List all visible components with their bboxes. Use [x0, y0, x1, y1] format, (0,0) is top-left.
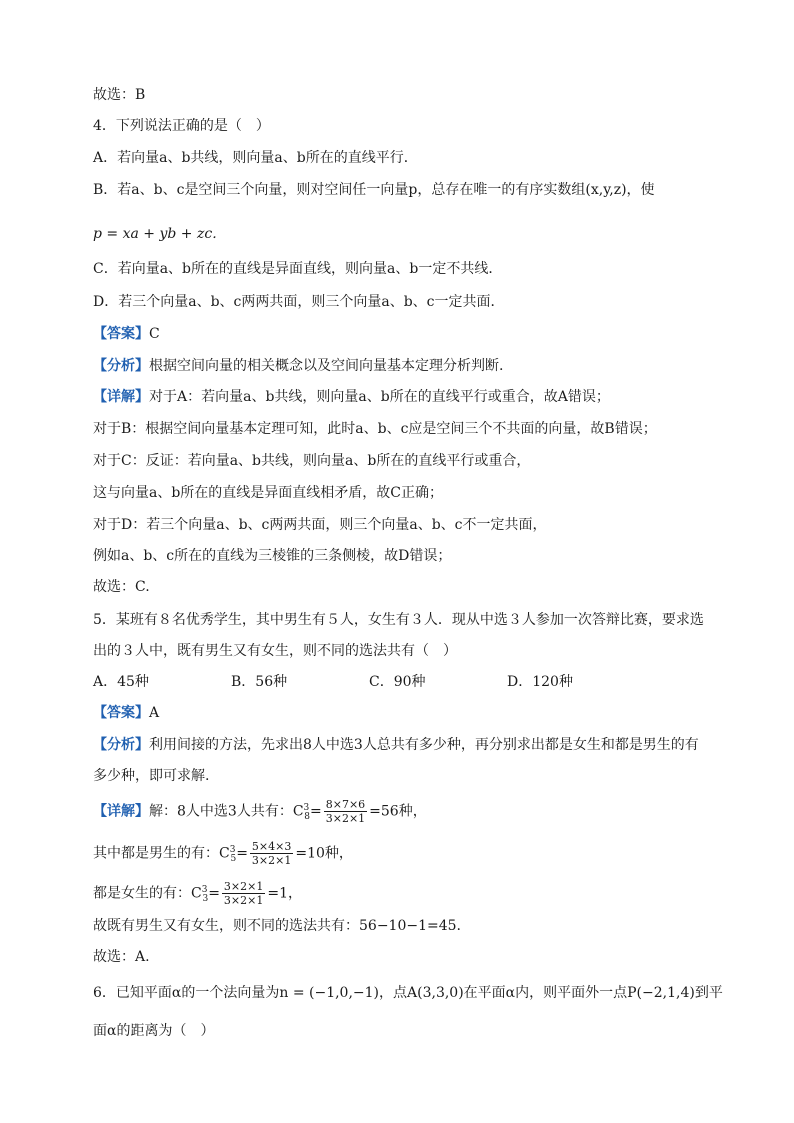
q5-analysis-2: 多少种，即可求解. — [93, 768, 210, 784]
q4-detail-c: 对于C：反证：若向量a、b共线，则向量a、b所在的直线平行或重合， — [93, 453, 531, 469]
q4-option-d: D．若三个向量a、b、c两两共面，则三个向量a、b、c一定共面． — [93, 294, 505, 310]
answer-tag: 【答案】 — [93, 326, 149, 342]
comb-sup: 3 — [303, 802, 310, 813]
q4-option-b: B．若a、b、c是空间三个向量，则对空间任一向量p，总存在唯一的有序实数组(x,y,z)，使 — [93, 182, 655, 198]
analysis-tag: 【分析】 — [93, 358, 149, 374]
comb-sub: 8 — [304, 812, 310, 823]
q5-option-a: A．45种 — [93, 674, 149, 690]
comb-sup: 3 — [229, 844, 236, 855]
fraction-numerator: 3×2×1 — [223, 880, 264, 893]
detail-pre: 其中都是男生的有：C — [93, 845, 230, 862]
fraction — [222, 880, 265, 907]
q4-option-a: A．若向量a、b共线，则向量a、b所在的直线平行． — [93, 150, 418, 166]
q4-detail-d: 对于D：若三个向量a、b、c两两共面，则三个向量a、b、c不一定共面， — [93, 517, 547, 533]
q4-answer — [93, 325, 160, 343]
q5-stem: 5．某班有８名优秀学生，其中男生有５人，女生有３人．现从中选３人参加一次答辩比赛，要求选 — [93, 612, 704, 628]
q3-conclusion: 故选：B — [93, 87, 146, 103]
q6-stem-2: 面α的距离为（ ） — [93, 1023, 215, 1039]
detail-text: 对于A：若向量a、b共线，则向量a、b所在的直线平行或重合，故A错误； — [149, 389, 610, 405]
fraction-numerator: 5×4×3 — [251, 840, 292, 853]
detail-tag: 【详解】 — [93, 389, 149, 405]
q5-option-d: D．120种 — [507, 674, 573, 690]
q4-detail-c2: 这与向量a、b所在的直线是异面直线相矛盾，故C正确； — [93, 485, 444, 501]
detail-post: =1， — [267, 885, 302, 902]
q5-conclusion: 故选：A. — [93, 949, 150, 965]
answer-tag: 【答案】 — [93, 705, 149, 721]
analysis-text: 利用间接的方法，先求出8人中选3人总共有多少种，再分别求出都是女生和都是男生的有 — [149, 737, 699, 753]
fraction-denominator: 3×2×1 — [251, 854, 292, 867]
answer-text: A — [149, 705, 160, 721]
q5-detail-girls: 都是女生的有：$C^3_3=$ $\frac{3\times 2\times 1}{3\times 2\times 1}$ =1， — [93, 880, 302, 907]
fraction — [250, 840, 293, 867]
q5-analysis — [93, 736, 699, 754]
q4-detail-d2: 例如a、b、c所在的直线为三棱锥的三条侧棱，故D错误； — [93, 548, 452, 564]
q5-detail-boys: 其中都是男生的有：$C^3_5=$ $\frac{5\times 4\times 3}{3\times 2\times 1}$ =10种， — [93, 840, 353, 867]
q5-detail-result: 故既有男生又有女生，则不同的选法共有：56−10−1=45. — [93, 918, 461, 934]
detail-pre: 解：8人中选3人共有：C — [149, 803, 304, 820]
detail-post: =10种， — [295, 845, 353, 862]
fraction-denominator: 3×2×1 — [223, 894, 264, 907]
q4-stem: 4．下列说法正确的是（ ） — [93, 118, 270, 134]
q5-option-b: B．56种 — [231, 674, 288, 690]
fraction-denominator: 3×2×1 — [325, 812, 366, 825]
comb-sup: 3 — [201, 884, 208, 895]
q5-detail-total: 【详解】解：8人中选3人共有：$C^3_8=$ $\frac{8\times 7\times 6}{3\times 2\times 1}$ =56种， — [93, 798, 427, 825]
fraction — [324, 798, 367, 825]
q4-option-b-formula: p = xa + yb + zc． — [93, 226, 227, 242]
analysis-text: 根据空间向量的相关概念以及空间向量基本定理分析判断. — [149, 358, 504, 374]
q4-conclusion: 故选：C. — [93, 579, 150, 595]
answer-text: C — [149, 326, 160, 342]
q4-detail — [93, 388, 610, 406]
q5-stem-2: 出的３人中，既有男生又有女生，则不同的选法共有（ ） — [93, 643, 457, 659]
comb-sub: 3 — [202, 894, 209, 905]
q4-analysis — [93, 357, 503, 375]
q5-answer — [93, 704, 159, 722]
q4-detail-b: 对于B：根据空间向量基本定理可知，此时a、b、c应是空间三个不共面的向量，故B错误； — [93, 421, 657, 437]
q5-options — [93, 673, 645, 691]
detail-pre: 都是女生的有：C — [93, 885, 202, 902]
analysis-tag: 【分析】 — [93, 737, 149, 753]
detail-post: =56种， — [369, 803, 427, 820]
comb-sub: 5 — [230, 854, 237, 865]
q4-option-c: C．若向量a、b所在的直线是异面直线，则向量a、b一定不共线． — [93, 261, 503, 277]
q5-option-c: C．90种 — [369, 674, 426, 690]
detail-tag: 【详解】 — [93, 803, 149, 820]
fraction-numerator: 8×7×6 — [325, 798, 366, 811]
q6-stem: 6．已知平面α的一个法向量为n = (−1,0,−1)，点A(3,3,0)在平面α内，则平面外一点P(−2,1,4)到平 — [93, 985, 723, 1001]
